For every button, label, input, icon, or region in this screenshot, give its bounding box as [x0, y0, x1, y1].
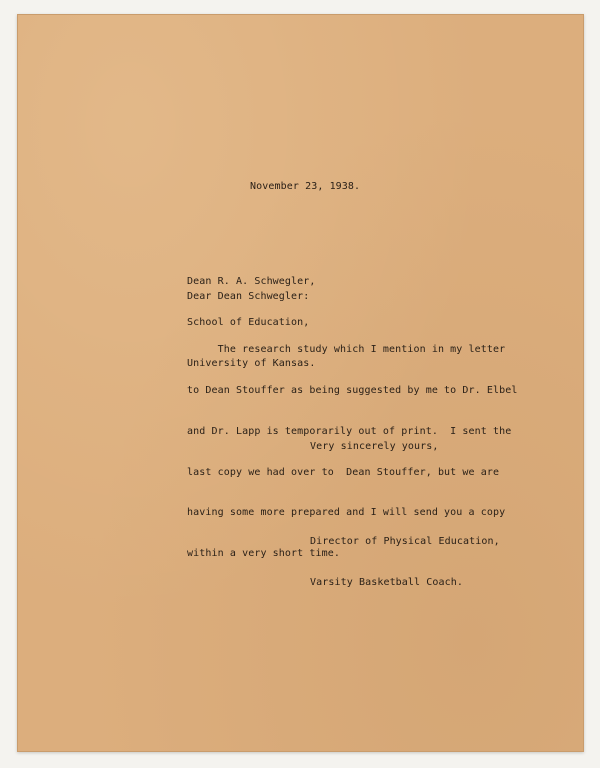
signature-block	[310, 508, 500, 617]
closing: Very sincerely yours,	[310, 441, 439, 452]
body-line: within a very short time.	[187, 548, 341, 560]
salutation: Dear Dean Schwegler:	[187, 291, 310, 302]
signature-line: Varsity Basketball Coach.	[310, 576, 464, 588]
letter-date: November 23, 1938.	[250, 181, 361, 192]
body-line: The research study which I mention in my letter	[187, 344, 506, 356]
body-line: to Dean Stouffer as being suggested by me to Dr. Elbel	[187, 384, 518, 396]
address-line: School of Education,	[187, 316, 310, 328]
address-line: University of Kansas.	[187, 357, 316, 369]
body-line: last copy we had over to Dean Stouffer, but we are	[187, 466, 500, 478]
letter-page	[17, 14, 584, 752]
body-line: and Dr. Lapp is temporarily out of print. I sent the	[187, 425, 512, 437]
body-line: having some more prepared and I will send you a copy	[187, 507, 506, 519]
signature-line: Director of Physical Education,	[310, 536, 500, 548]
address-line: Dean R. A. Schwegler,	[187, 276, 316, 288]
